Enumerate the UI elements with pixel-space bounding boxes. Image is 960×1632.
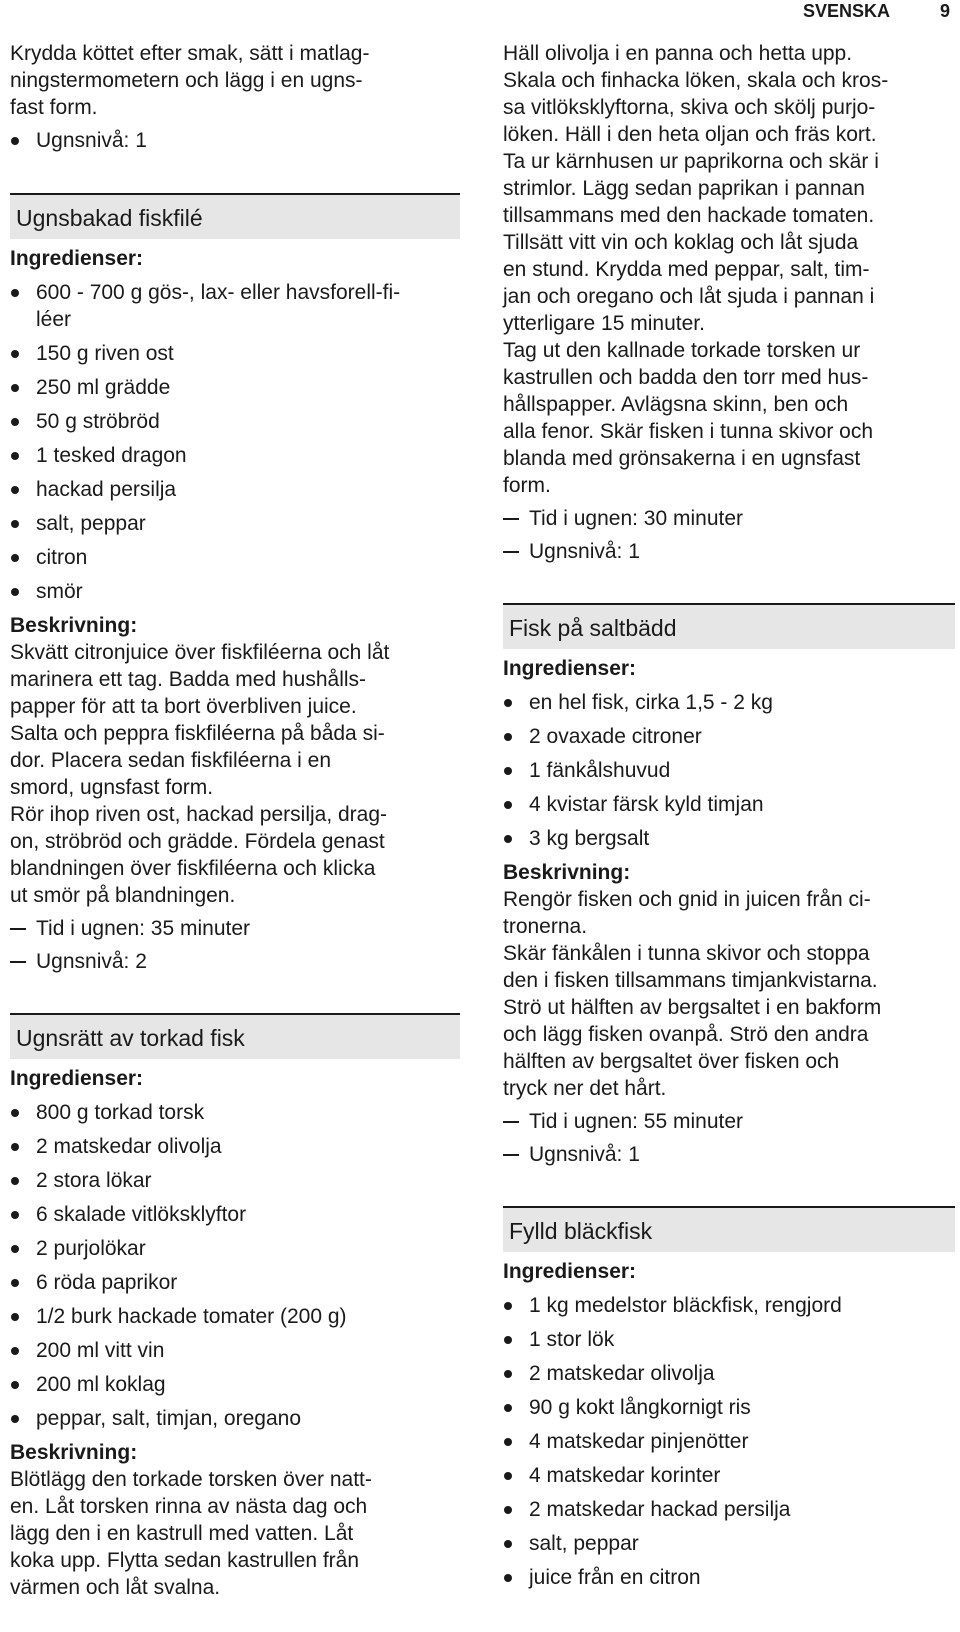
intro-bullets [10, 127, 460, 154]
list-item: 1 kg medelstor bläckfisk, rengjord [503, 1292, 955, 1319]
list-item: peppar, salt, timjan, oregano [10, 1405, 460, 1432]
note-text: Ugnsnivå: 1 [529, 540, 640, 563]
dash-mark [10, 928, 26, 930]
note-item [10, 948, 460, 975]
list-item: 2 purjolökar [10, 1235, 460, 1262]
page-number: 9 [939, 1, 950, 21]
oven-notes [503, 505, 955, 565]
oven-notes [10, 915, 460, 975]
description-paragraph: Blötlägg den torkade torsken över natt- en. Låt torsken rinna av nästa dag och lägg den i en kastrull med vatten. Låt koka upp. Flytta sedan kastrullen från värmen och låt svalna. [10, 1468, 372, 1599]
list-item: 200 ml koklag [10, 1371, 460, 1398]
ingredient-list [503, 1292, 955, 1591]
list-item: 2 ovaxade citroner [503, 723, 955, 750]
list-item: 4 matskedar korinter [503, 1462, 955, 1489]
intro-line: ningstermometern och lägg i en ugns- [10, 69, 363, 92]
note-text: Ugnsnivå: 2 [36, 950, 147, 973]
description-paragraph: Skvätt citronjuice över fiskfiléerna och låt marinera ett tag. Badda med hushålls- papper för att ta bort överbliven juice. Salta och peppra fiskfiléerna på båda si- dor. Placera sedan fiskfiléerna i en smord, ugnsfast form. [10, 641, 390, 799]
list-item: 2 matskedar olivolja [10, 1133, 460, 1160]
list-item: 1 tesked dragon [10, 442, 460, 469]
note-text: Tid i ugnen: 35 minuter [36, 917, 251, 940]
list-item: en hel fisk, cirka 1,5 - 2 kg [503, 689, 955, 716]
dash-mark [503, 518, 519, 520]
list-item: salt, peppar [10, 510, 460, 537]
dash-mark [503, 1154, 519, 1156]
description-paragraph: Rör ihop riven ost, hackad persilja, drag- on, ströbröd och grädde. Fördela genast blandningen över fiskfiléerna och klicka ut smör på blandningen. [10, 803, 388, 907]
note-item [503, 505, 955, 532]
list-item: 2 stora lökar [10, 1167, 460, 1194]
dash-mark [503, 1121, 519, 1123]
list-item: 6 röda paprikor [10, 1269, 460, 1296]
ingredients-heading: Ingredienser: [503, 657, 637, 680]
list-item: citron [10, 544, 460, 571]
description-paragraph: Skär fänkålen i tunna skivor och stoppa den i fisken tillsammans timjankvistarna. Strö ut hälften av bergsaltet i en bakform och lägg fisken ovanpå. Strö den andra hälften av bergsaltet över fisken och tryck ner det hårt. [503, 942, 882, 1100]
list-item: 1/2 burk hackade tomater (200 g) [10, 1303, 460, 1330]
list-item: 800 g torkad torsk [10, 1099, 460, 1126]
note-item [503, 538, 955, 565]
page-header [0, 0, 960, 24]
list-item: salt, peppar [503, 1530, 955, 1557]
note-text: Tid i ugnen: 30 minuter [529, 507, 744, 530]
note-item [503, 1141, 955, 1168]
recipe-title: Ugnsrätt av torkad fisk [10, 1013, 460, 1059]
description-heading: Beskrivning: [10, 614, 138, 637]
list-item: 1 stor lök [503, 1326, 955, 1353]
language-label: SVENSKA [802, 1, 890, 21]
intro-line: Krydda köttet efter smak, sätt i matlag- [10, 42, 370, 65]
list-item: 600 - 700 g gös-, lax- eller havsforell-fi- léer [10, 279, 460, 333]
ingredient-list [10, 279, 460, 605]
dash-mark [503, 551, 519, 553]
list-item: hackad persilja [10, 476, 460, 503]
list-item: 150 g riven ost [10, 340, 460, 367]
list-item: 2 matskedar olivolja [503, 1360, 955, 1387]
note-text: Ugnsnivå: 1 [529, 1143, 640, 1166]
right-column [503, 40, 955, 1598]
description-paragraph: Rengör fisken och gnid in juicen från ci- tronerna. [503, 888, 871, 938]
list-item: 4 matskedar pinjenötter [503, 1428, 955, 1455]
dash-mark [10, 961, 26, 963]
left-column [10, 40, 460, 1601]
list-item: smör [10, 578, 460, 605]
list-item: 4 kvistar färsk kyld timjan [503, 791, 955, 818]
ingredients-heading: Ingredienser: [10, 1067, 144, 1090]
note-item [10, 915, 460, 942]
intro-line: fast form. [10, 96, 98, 119]
list-item: Ugnsnivå: 1 [10, 127, 460, 154]
ingredient-list [10, 1099, 460, 1432]
list-item: juice från en citron [503, 1564, 955, 1591]
oven-notes [503, 1108, 955, 1168]
ingredients-heading: Ingredienser: [503, 1260, 637, 1283]
list-item: 200 ml vitt vin [10, 1337, 460, 1364]
list-item: 2 matskedar hackad persilja [503, 1496, 955, 1523]
recipe-title: Fisk på saltbädd [503, 603, 955, 649]
note-item [503, 1108, 955, 1135]
list-item: 3 kg bergsalt [503, 825, 955, 852]
ingredients-heading: Ingredienser: [10, 247, 144, 270]
list-item: 250 ml grädde [10, 374, 460, 401]
recipe-title: Fylld bläckfisk [503, 1206, 955, 1252]
list-item: 50 g ströbröd [10, 408, 460, 435]
note-text: Tid i ugnen: 55 minuter [529, 1110, 744, 1133]
description-heading: Beskrivning: [503, 861, 631, 884]
description-paragraph: Häll olivolja i en panna och hetta upp. Skala och finhacka löken, skala och kros- sa vitlöksklyftorna, skiva och skölj purjo- löken. Häll i den heta oljan och fräs kort. Ta ur kärnhusen ur paprikorna och skär i strimlor. Lägg sedan paprikan i pannan tillsammans med den hackade tomaten. Tillsätt vitt vin och koklag och låt sjuda en stund. Krydda med peppar, salt, tim- jan och oregano och låt sjuda i pannan i ytterligare 15 minuter. [503, 42, 889, 335]
list-item: 90 g kokt långkornigt ris [503, 1394, 955, 1421]
description-paragraph: Tag ut den kallnade torkade torsken ur kastrullen och badda den torr med hus- hållspapper. Avlägsna skinn, ben och alla fenor. Skär fisken i tunna skivor och blanda med grönsakerna i en ugnsfast form. [503, 339, 874, 497]
description-heading: Beskrivning: [10, 1441, 138, 1464]
list-item: 1 fänkålshuvud [503, 757, 955, 784]
recipe-title: Ugnsbakad fiskfilé [10, 193, 460, 239]
ingredient-list [503, 689, 955, 852]
list-item: 6 skalade vitlöksklyftor [10, 1201, 460, 1228]
